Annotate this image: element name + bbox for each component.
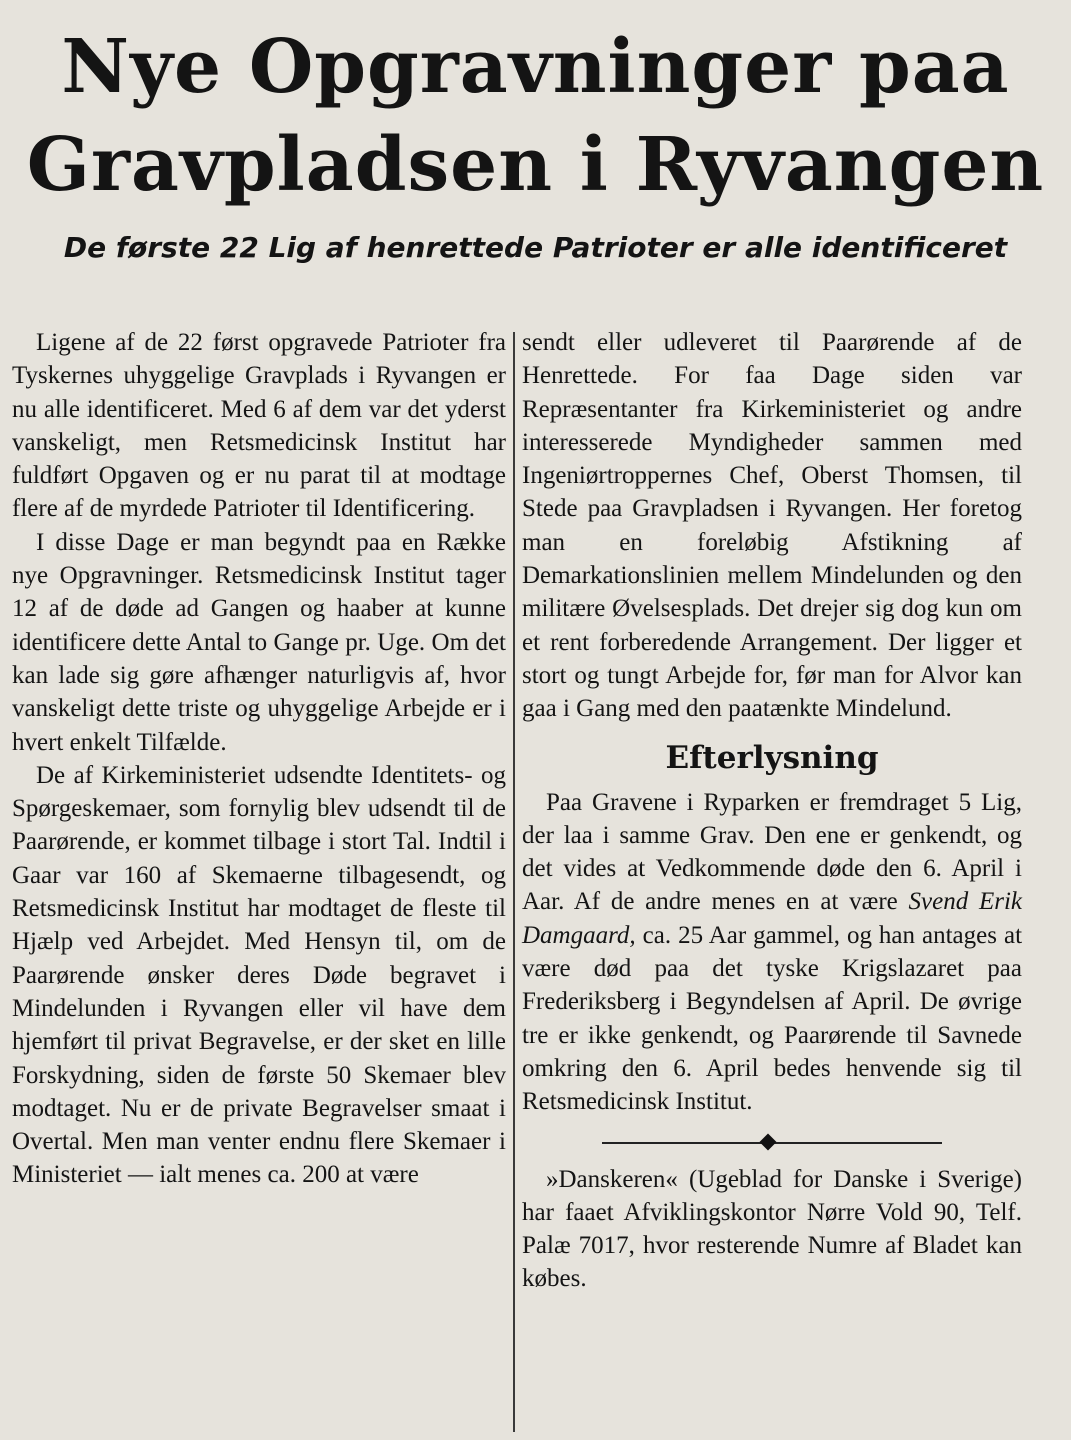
paragraph-1: Ligene af de 22 først opgravede Patrioter fra Tyskernes uhyggelige Gravplads i Ryvangen er nu alle identificeret. Med 6 af dem var det yderst vanskeligt, men Retsmedicinsk Institut har fuldført Opgaven og er nu parat til at modtage flere af de myrdede Patrioter til Identificering. [12,329,506,523]
paragraph-3: De af Kirkeministeriet udsendte Identitets- og Spørgeskemaer, som fornylig blev udsendt til de Paarørende, er kommet tilbage i stort Tal. Indtil i Gaar var 160 af Skemaerne tilbagesendt, og Retsmedicinsk Institut har modtaget de fleste til Hjælp ved Arbejdet. Med Hensyn til, om de Paarørende ønsker deres Døde begravet i Mindelunden i Ryvangen eller vil have dem hjemført til privat Begravelse, er der sket en lille Forskydning, siden de første 50 Skemaer blev modtaget. Nu er de private Begravelser smaat i Overtal. Men man venter endnu flere Skemaer i Ministeriet — ialt menes ca. 200 at være [12,761,506,1189]
efterlysning-text-1: Paa Gravene i Ryparken er fremdraget 5 Lig, der laa i samme Grav. Den ene er genkendt, og det vides at Vedkommende døde den 6. April i Aar. Af de andre menes en at være [522,788,1022,916]
paragraph-2: I disse Dage er man begyndt paa en Række nye Opgravninger. Retsmedicinsk Institut tager 12 af de døde ad Gangen og haaber at kunne identificere dette Antal to Gange pr. Uge. Om det kan lade sig gøre afhænger naturligvis af, hvor vanskeligt dette triste og uhyggelige Arbejde er i hvert enkelt Tilfælde. [12,528,506,756]
efterlysning-text-2: ca. 25 Aar gammel, og han antages at være død paa det tyske Krigslazaret paa Frederiksberg i Begyndelsen af April. De øvrige tre er ikke genkendt, og Paarørende til Savnede omkring den 6. April bedes henvende sig til Retsmedicinsk Institut. [522,921,1023,1116]
subheadline: De første 22 Lig af henrettede Patrioter er alle identificeret [63,231,1008,264]
headline-line-2: Gravpladsen i Ryvangen [26,122,1045,208]
column-divider [513,332,515,1432]
headline-line-1: Nye Opgravninger paa [61,24,1010,110]
right-column [522,326,1022,1296]
left-column [12,326,506,1192]
headline [0,18,1071,214]
diamond-icon [760,1133,777,1150]
notice-paragraph: »Danskeren« (Ugeblad for Danske i Sverige) har faaet Afviklingskontor Nørre Vold 90, Telf. Palæ 7017, hvor resterende Numre af Bladet kan købes. [522,1165,1022,1293]
section-heading-efterlysning: Efterlysning [665,739,879,776]
missing-person-name: Svend Erik Damgaard, [522,888,1023,949]
efterlysning-paragraph [522,786,1022,1119]
paragraph-continued: sendt eller udleveret til Paarørende af de Henrettede. For faa Dage siden var Repræsentanter fra Kirkeministeriet og andre interesserede Myndigheder sammen med Ingeniørtroppernes Chef, Oberst Thomsen, til Stede paa Gravpladsen i Ryvangen. Her foretog man en foreløbig Afstikning af Demarkationslinien mellem Mindelunden og den militære Øvelsesplads. Det drejer sig dog kun om et rent forberedende Arrangement. Der ligger et stort og tungt Arbejde for, før man for Alvor kan gaa i Gang med den paatænkte Mindelund. [522,329,1022,723]
ornament-divider [522,1133,1022,1153]
